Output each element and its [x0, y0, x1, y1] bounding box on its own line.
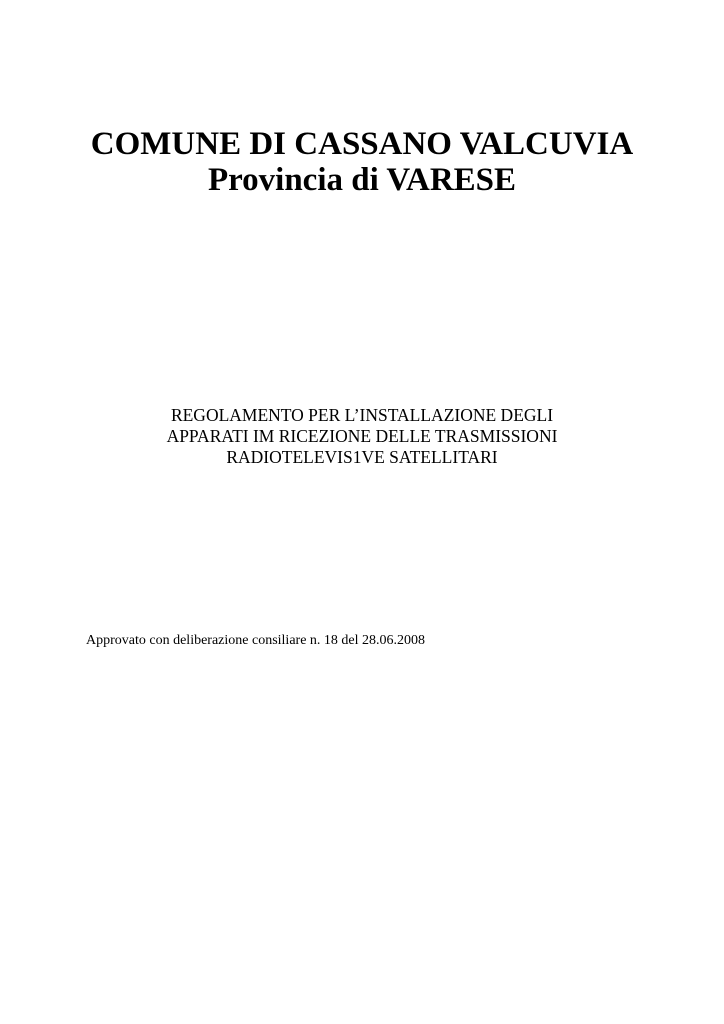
document-header — [0, 126, 724, 198]
approval-note: Approvato con deliberazione consiliare n. 18 del 28.06.2008 — [86, 633, 426, 648]
provincia-title: Provincia di VARESE — [207, 162, 517, 198]
regolamento-line-1: REGOLAMENTO PER L’INSTALLAZIONE DEGLI — [170, 405, 554, 425]
regolamento-title-block — [0, 405, 724, 468]
regolamento-line-2: APPARATI IM RICEZIONE DELLE TRASMISSIONI — [166, 426, 558, 446]
regolamento-line-3: RADIOTELEVIS1VE SATELLITARI — [226, 447, 498, 467]
comune-title: COMUNE DI CASSANO VALCUVIA — [90, 126, 634, 162]
